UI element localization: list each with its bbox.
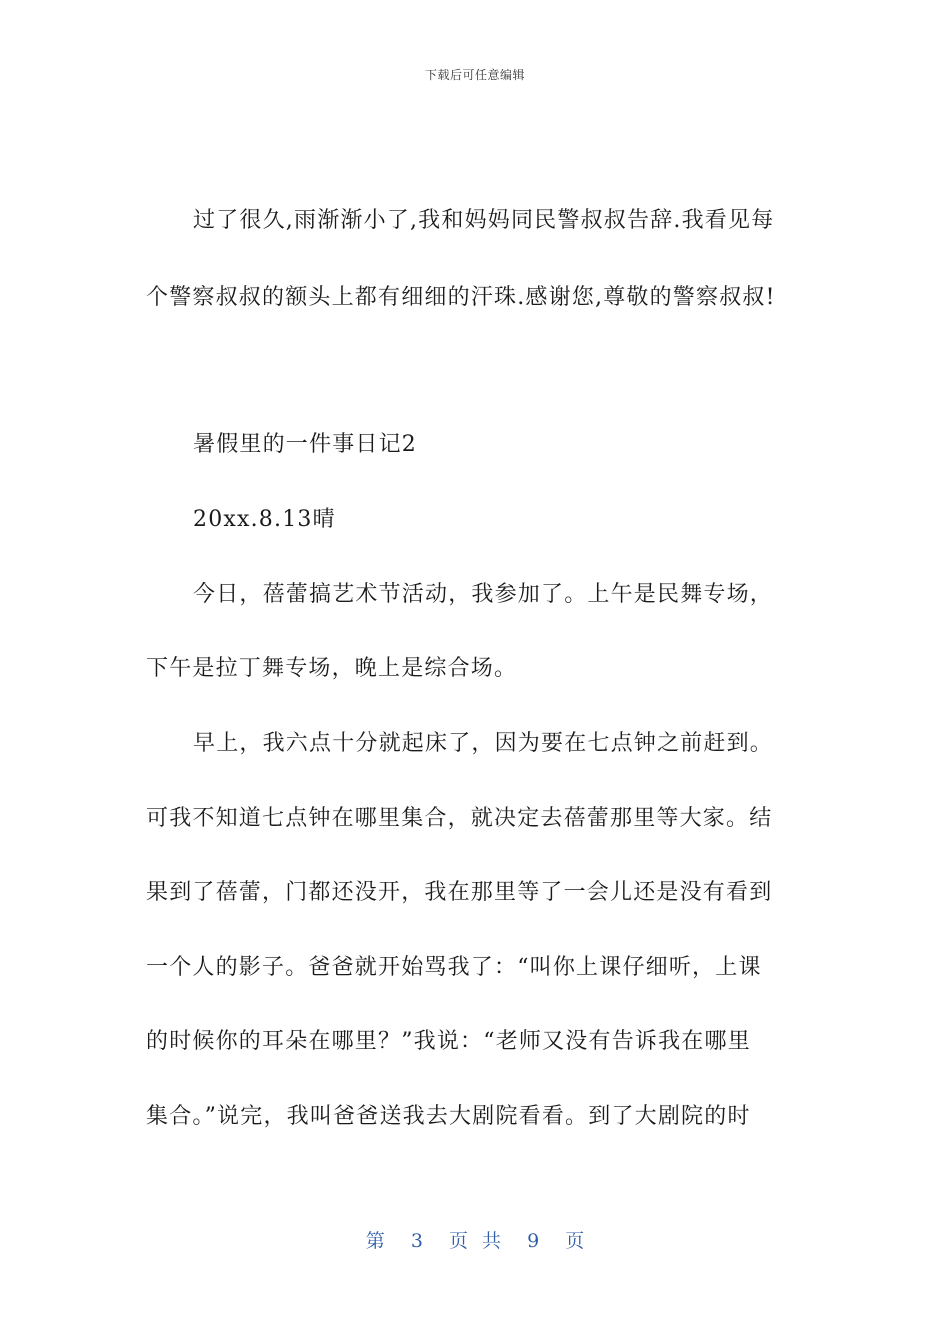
header-note: 下载后可任意编辑 [424,68,525,82]
page-label-prefix: 第 [365,1230,385,1252]
paragraph-line: 集合。”说完，我叫爸爸送我去大剧院看看。到了大剧院的时 [146,1104,751,1129]
page-current: 3 [410,1230,423,1252]
paragraph-line: 过了很久,雨渐渐小了,我和妈妈同民警叔叔告辞.我看见每 [193,208,775,233]
paragraph-line: 下午是拉丁舞专场，晚上是综合场。 [146,656,518,681]
page-label-mid: 页 共 [448,1230,502,1252]
page-total: 9 [527,1230,540,1252]
paragraph-line: 今日，蓓蕾搞艺术节活动，我参加了。上午是民舞专场， [193,582,774,607]
paragraph-line: 早上，我六点十分就起床了，因为要在七点钟之前赶到。 [193,731,774,756]
paragraph-line: 果到了蓓蕾，门都还没开，我在那里等了一会儿还是没有看到 [146,880,773,905]
diary-date-weather: 20xx.8.13晴 [193,507,336,532]
paragraph-line: 个警察叔叔的额头上都有细细的汗珠.感谢您,尊敬的警察叔叔! [146,285,776,310]
paragraph-line: 一个人的影子。爸爸就开始骂我了：“叫你上课仔细听，上课 [146,955,762,980]
page-number-footer [0,1226,950,1253]
diary-title: 暑假里的一件事日记2 [193,432,417,457]
paragraph-line: 的时候你的耳朵在哪里？”我说：“老师又没有告诉我在哪里 [146,1029,751,1054]
page-label-suffix: 页 [565,1230,585,1252]
paragraph-line: 可我不知道七点钟在哪里集合，就决定去蓓蕾那里等大家。结 [146,806,773,831]
